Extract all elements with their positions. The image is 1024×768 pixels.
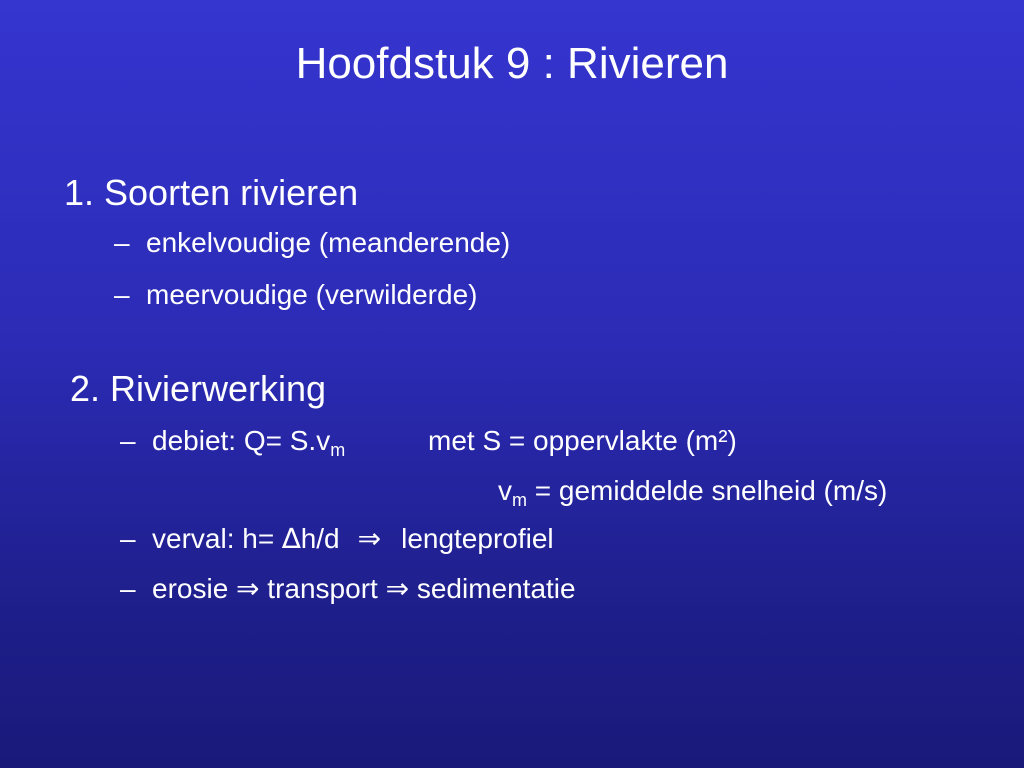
verval-mid: h/d [300,523,340,554]
bullet-dash: – [120,573,136,604]
debiet-definition-v [498,474,887,508]
bullet-meervoudige [114,278,477,312]
bullet-debiet [120,424,345,458]
bullet-dash: – [114,227,130,258]
bullet-dash: – [120,523,136,554]
bullet-verval [120,522,554,556]
slide-title: Hoofdstuk 9 : Rivieren [295,39,729,88]
section-2-heading: 2. Rivierwerking [70,368,327,409]
verval-result: lengteprofiel [401,523,554,554]
debiet-formula: debiet: Q= S.v [152,425,331,456]
verval-lead: verval: h= [152,523,282,554]
section-1-heading: 1. Soorten rivieren [64,172,359,213]
implies-arrow-icon: ⇒ [357,522,382,555]
sedimentatie-text: sedimentatie [409,573,576,604]
implies-arrow-icon: ⇒ [236,572,260,605]
bullet-dash: – [120,425,136,456]
bullet-text: enkelvoudige (meanderende) [146,227,511,258]
erosie-text: erosie [152,573,237,604]
debiet-definition-s: met S = oppervlakte (m²) [428,425,737,456]
v-subscript: m [512,490,527,510]
transport-text: transport [259,573,386,604]
debiet-subscript: m [330,440,346,460]
bullet-enkelvoudige [114,226,510,260]
bullet-text: meervoudige (verwilderde) [146,279,478,310]
bullet-dash: – [114,279,130,310]
bullet-erosie [120,572,576,606]
delta-symbol: ∆ [281,522,301,555]
implies-arrow-icon: ⇒ [385,572,410,605]
v-definition: = gemiddelde snelheid (m/s) [527,475,888,506]
v-symbol: v [498,475,512,506]
